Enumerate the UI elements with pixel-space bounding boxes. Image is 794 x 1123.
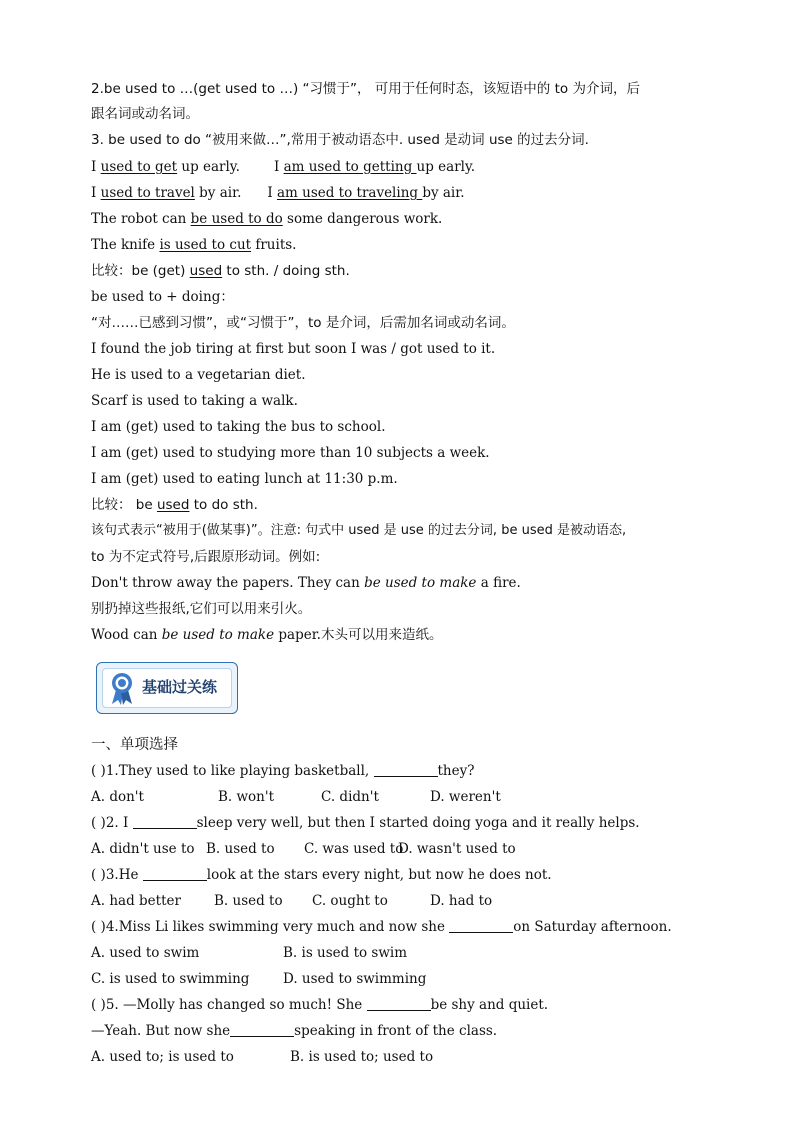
example-job: I found the job tiring at first but soon I was / got used to it. — [91, 341, 496, 357]
section-badge — [96, 662, 238, 714]
answer-blank[interactable] — [449, 918, 513, 933]
q1-option-d[interactable]: D. weren't — [430, 789, 501, 805]
q5-option-a[interactable]: A. used to; is used to — [91, 1049, 234, 1065]
question-5: ( )5. —Molly has changed so much! She be shy and quiet. — [91, 997, 549, 1013]
compare-1: 比较：be (get) used to sth. / doing sth. — [91, 263, 350, 279]
rule-doing: be used to + doing： — [91, 289, 234, 305]
q2-option-b[interactable]: B. used to — [206, 841, 275, 857]
q2-option-c[interactable]: C. was used to — [304, 841, 404, 857]
answer-blank[interactable] — [133, 814, 197, 829]
question-1: ( )1.They used to like playing basketball, they? — [91, 763, 475, 779]
rule-passive-line2: to 为不定式符号,后跟原形动词。例如: — [91, 549, 321, 565]
q1-option-c[interactable]: C. didn't — [321, 789, 379, 805]
question-2: ( )2. I sleep very well, but then I started doing yoga and it really helps. — [91, 815, 640, 831]
question-3: ( )3.He look at the stars every night, but now he does not. — [91, 867, 552, 883]
q5-option-b[interactable]: B. is used to; used to — [290, 1049, 434, 1065]
q4-option-d[interactable]: D. used to swimming — [283, 971, 427, 987]
example-scarf: Scarf is used to taking a walk. — [91, 393, 298, 409]
section-title: 一、单项选择 — [91, 737, 178, 753]
answer-blank[interactable] — [374, 762, 438, 777]
q3-option-d[interactable]: D. had to — [430, 893, 493, 909]
q2-option-d[interactable]: D. wasn't used to — [398, 841, 516, 857]
compare-2: 比较： be used to do sth. — [91, 497, 258, 513]
medal-ribbon-icon — [108, 670, 136, 706]
q4-option-a[interactable]: A. used to swim — [91, 945, 200, 961]
rule-2-line2: 跟名词或动名词。 — [91, 106, 199, 122]
q3-option-a[interactable]: A. had better — [91, 893, 181, 909]
badge-label: 基础过关练 — [142, 678, 218, 696]
example-subjects: I am (get) used to studying more than 10 subjects a week. — [91, 445, 490, 461]
q2-option-a[interactable]: A. didn't use to — [91, 841, 195, 857]
question-4: ( )4.Miss Li likes swimming very much and now she on Saturday afternoon. — [91, 919, 672, 935]
example-travel: I used to travel by air. I am used to traveling by air. — [91, 185, 465, 201]
answer-blank[interactable] — [367, 996, 431, 1011]
answer-blank[interactable] — [230, 1022, 294, 1037]
example-papers-translation: 别扔掉这些报纸,它们可以用来引火。 — [91, 601, 312, 617]
answer-blank[interactable] — [143, 866, 207, 881]
example-wood: Wood can be used to make paper.木头可以用来造纸。 — [91, 627, 443, 643]
example-lunch: I am (get) used to eating lunch at 11:30 p.m. — [91, 471, 398, 487]
example-get-up: I used to get up early. I am used to getting up early. — [91, 159, 476, 175]
rule-3: 3. be used to do “被用来做…”,常用于被动语态中. used 是动词 use 的过去分词. — [91, 132, 589, 148]
q1-option-b[interactable]: B. won't — [218, 789, 275, 805]
example-knife: The knife is used to cut fruits. — [91, 237, 297, 253]
question-5-line2: —Yeah. But now she speaking in front of the class. — [91, 1023, 498, 1039]
q3-option-b[interactable]: B. used to — [214, 893, 283, 909]
q4-option-c[interactable]: C. is used to swimming — [91, 971, 250, 987]
example-bus: I am (get) used to taking the bus to school. — [91, 419, 386, 435]
rule-2-line1: 2.be used to …(get used to …) “习惯于”， 可用于任何时态，该短语中的 to 为介词，后 — [91, 81, 640, 97]
example-vegetarian: He is used to a vegetarian diet. — [91, 367, 306, 383]
q3-option-c[interactable]: C. ought to — [312, 893, 388, 909]
rule-passive-line1: 该句式表示“被用于(做某事)”。注意: 句式中 used 是 use 的过去分词, be used 是被动语态, — [91, 523, 627, 538]
q4-option-b[interactable]: B. is used to swim — [283, 945, 408, 961]
rule-doing-desc: “对……已感到习惯”，或“习惯于”，to 是介词，后需加名词或动名词。 — [91, 315, 515, 331]
example-robot: The robot can be used to do some dangerous work. — [91, 211, 443, 227]
example-papers: Don't throw away the papers. They can be used to make a fire. — [91, 575, 521, 591]
q1-option-a[interactable]: A. don't — [91, 789, 144, 805]
